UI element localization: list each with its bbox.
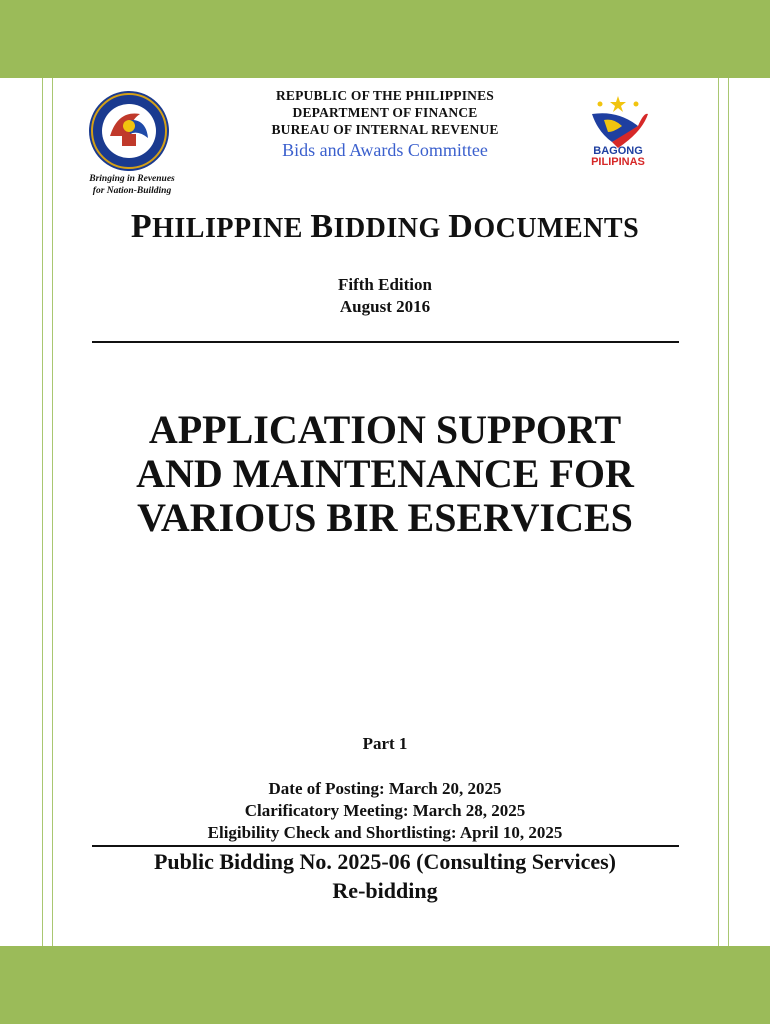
seal-tagline xyxy=(62,173,202,197)
edition: Fifth Edition xyxy=(338,275,432,294)
project-line-2: AND MAINTENANCE FOR xyxy=(136,451,634,496)
posting-date: Date of Posting: March 20, 2025 xyxy=(268,779,502,798)
bir-seal-icon xyxy=(88,90,170,172)
tagline-line-1: Bringing in Revenues xyxy=(89,174,175,184)
pilipinas-word: PILIPINAS xyxy=(591,156,645,168)
bagong-word: BAGONG xyxy=(593,145,643,157)
title-initial-d: D xyxy=(448,208,474,245)
bidding-divider xyxy=(92,845,679,847)
rebidding-label: Re-bidding xyxy=(332,878,438,903)
title-initial-b: B xyxy=(310,208,334,245)
project-title xyxy=(0,408,770,540)
project-line-3: VARIOUS BIR ESERVICES xyxy=(137,495,633,540)
project-line-1: APPLICATION SUPPORT xyxy=(148,407,622,452)
document-title xyxy=(0,208,770,246)
header-bureau: BUREAU OF INTERNAL REVENUE xyxy=(271,122,499,137)
title-initial-p: P xyxy=(130,208,153,245)
title-divider xyxy=(92,341,679,343)
header-department: DEPARTMENT OF FINANCE xyxy=(292,105,478,120)
title-part-2: IDDING xyxy=(333,213,449,244)
header-committee: Bids and Awards Committee xyxy=(282,140,488,160)
bagong-logo-text xyxy=(572,146,664,168)
title-part-3: OCUMENTS xyxy=(473,213,640,244)
tagline-line-2: for Nation-Building xyxy=(92,186,172,196)
edition-date: August 2016 xyxy=(339,297,431,316)
top-green-band xyxy=(0,0,770,78)
part-label: Part 1 xyxy=(362,734,408,753)
public-bidding-number: Public Bidding No. 2025-06 (Consulting Services) xyxy=(153,849,617,874)
header-republic: REPUBLIC OF THE PHILIPPINES xyxy=(275,88,495,103)
bottom-green-band xyxy=(0,946,770,1024)
title-part-1: HILIPPINE xyxy=(152,213,311,244)
eligibility-check: Eligibility Check and Shortlisting: April 10, 2025 xyxy=(207,823,563,842)
clarificatory-meeting: Clarificatory Meeting: March 28, 2025 xyxy=(244,801,526,820)
